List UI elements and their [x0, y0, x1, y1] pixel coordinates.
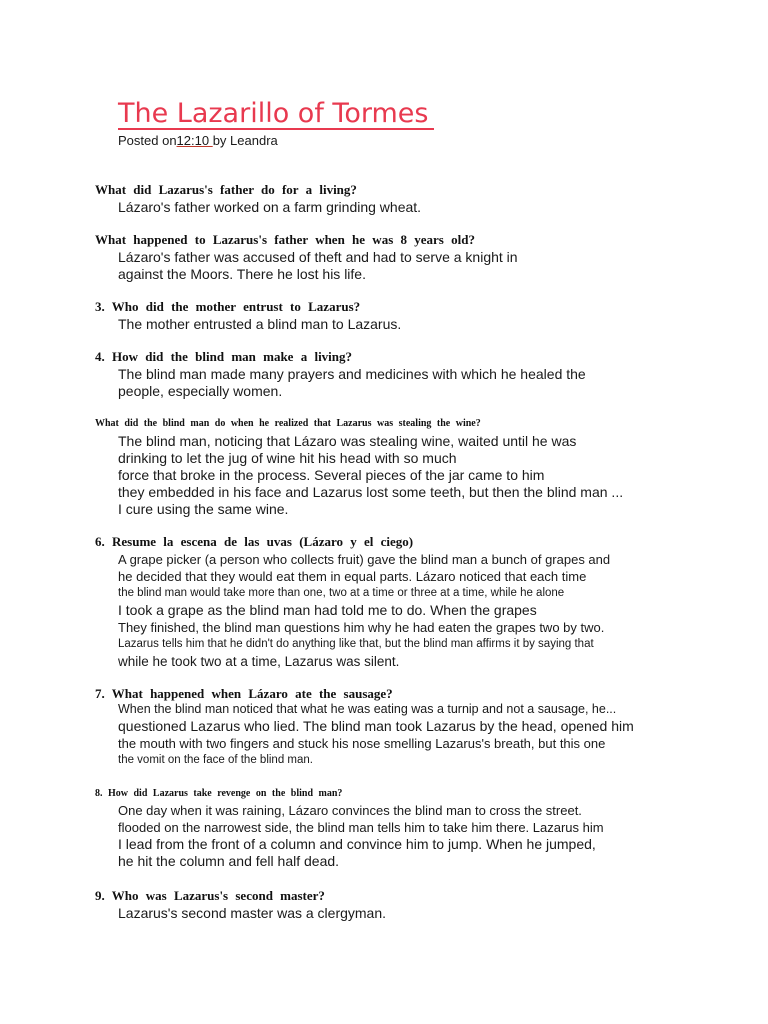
answer-line: the mouth with two fingers and stuck his nose smelling Lazarus's breath, but this one	[118, 736, 606, 751]
answer-line: When the blind man noticed that what he was eating was a turnip and not a sausage, he...	[118, 702, 617, 716]
answer-line: he decided that they would eat them in equal parts. Lázaro noticed that each time	[118, 569, 587, 584]
answer-7	[118, 701, 718, 769]
answer-line: against the Moors. There he lost his life.	[118, 266, 366, 282]
answer-line: Lázaro's father worked on a farm grinding wheat.	[118, 199, 422, 215]
answer-line: Lázaro's father was accused of theft and had to serve a knight in	[118, 249, 518, 265]
answer-line: I took a grape as the blind man had told me to do. When the grapes	[118, 602, 537, 618]
answer-8	[118, 802, 718, 870]
title-underline	[118, 128, 434, 130]
posted-prefix: Posted on	[118, 133, 177, 148]
answer-line: drinking to let the jug of wine hit his head with so much	[118, 450, 457, 466]
answer-line: the blind man would take more than one, two at a time or three at a time, while he alone	[118, 587, 565, 599]
answer-line: Lazarus tells him that he didn't do anything like that, but the blind man affirms it by saying that	[118, 638, 594, 650]
question-3: 3. Who did the mother entrust to Lazarus?	[95, 299, 361, 314]
answer-line: questioned Lazarus who lied. The blind man took Lazarus by the head, opened him	[118, 718, 634, 734]
answer-line: The blind man made many prayers and medicines with which he healed the	[118, 366, 586, 382]
answer-line: they embedded in his face and Lazarus lost some teeth, but then the blind man ...	[118, 484, 624, 500]
question-7: 7. What happened when Lázaro ate the sausage?	[95, 686, 393, 701]
answer-5	[118, 433, 718, 518]
answer-2	[118, 249, 718, 283]
answer-line: Lazarus's second master was a clergyman.	[118, 905, 387, 921]
answer-line: force that broke in the process. Several pieces of the jar came to him	[118, 467, 545, 483]
posted-author: by Leandra	[212, 133, 278, 148]
answer-9	[118, 905, 718, 922]
answer-line: people, especially women.	[118, 383, 283, 399]
answer-line: the vomit on the face of the blind man.	[118, 754, 313, 766]
answer-line: The mother entrusted a blind man to Lazarus.	[118, 316, 402, 332]
page-title: The Lazarillo of Tormes	[118, 98, 429, 129]
answer-line: One day when it was raining, Lázaro convinces the blind man to cross the street.	[118, 803, 582, 818]
post-meta	[118, 133, 278, 149]
answer-line: The blind man, noticing that Lázaro was stealing wine, waited until he was	[118, 433, 577, 449]
answer-6	[118, 551, 718, 670]
question-5: What did the blind man do when he realized that Lazarus was stealing the wine?	[95, 418, 481, 429]
answer-line: he hit the column and fell half dead.	[118, 853, 340, 869]
answer-3	[118, 316, 718, 333]
post-time-link[interactable]: 12:10	[176, 133, 213, 148]
answer-line: A grape picker (a person who collects fruit) gave the blind man a bunch of grapes and	[118, 552, 611, 567]
answer-line: while he took two at a time, Lazarus was silent.	[118, 654, 400, 669]
answer-line: I lead from the front of a column and convince him to jump. When he jumped,	[118, 836, 596, 852]
question-1: What did Lazarus's father do for a living?	[95, 182, 357, 197]
question-4: 4. How did the blind man make a living?	[95, 349, 353, 364]
answer-line: I cure using the same wine.	[118, 501, 289, 517]
answer-1	[118, 199, 718, 216]
question-2: What happened to Lazarus's father when he was 8 years old?	[95, 232, 475, 247]
answer-line: flooded on the narrowest side, the blind man tells him to take him there. Lazarus him	[118, 820, 604, 835]
answer-line: They finished, the blind man questions him why he had eaten the grapes two by two.	[118, 620, 605, 635]
question-8: 8. How did Lazarus take revenge on the blind man?	[95, 788, 343, 799]
answer-4	[118, 366, 718, 400]
question-6: 6. Resume la escena de las uvas (Lázaro y el ciego)	[95, 534, 414, 549]
question-9: 9. Who was Lazarus's second master?	[95, 888, 325, 903]
